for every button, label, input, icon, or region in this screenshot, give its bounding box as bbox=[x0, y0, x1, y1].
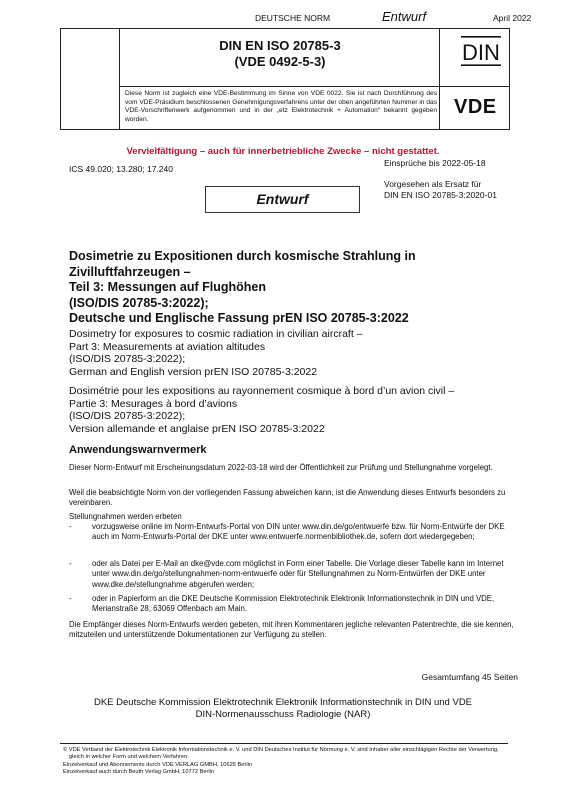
title-english: Dosimetry for exposures to cosmic radiation in civilian aircraft – Part 3: Measurements at aviation altitudes (ISO/DIS 20785-3:2022); German and English version prEN ISO 20785-3:2022 bbox=[69, 328, 363, 378]
ics-codes: ICS 49.020; 13.280; 17.240 bbox=[69, 164, 173, 174]
title-french: Dosimétrie pour les expositions au rayonnement cosmique à bord d’un avion civil – Partie 3: Mesurages à bord d’avions (ISO/DIS 20785-3:2022); Version allemande et anglaise prEN ISO 20785-3:2022 bbox=[69, 385, 455, 435]
publication-date: April 2022 bbox=[493, 13, 532, 23]
list-item: - vorzugsweise online im Norm-Entwurfs-Portal von DIN unter www.din.de/go/entwuerfe bzw. für Norm-Entwürfe der DKE auch im Norm-Entwurfs-Portal der DKE unter www.entwuerfe.normenbibliothek.de, sofern dort wiedergegeben; bbox=[69, 522, 505, 542]
svg-text:DIN: DIN bbox=[462, 40, 500, 65]
footer-divider bbox=[60, 743, 508, 744]
document-code: DIN EN ISO 20785-3 bbox=[219, 38, 341, 53]
objection-deadline: Einsprüche bis 2022-05-18 bbox=[384, 158, 486, 168]
din-logo bbox=[461, 36, 501, 66]
paragraph: Dieser Norm-Entwurf mit Erscheinungsdatum 2022-03-18 wird der Öffentlichkeit zur Prüfung und Stellungnahme vorgelegt. bbox=[69, 463, 493, 472]
replacement-note: Vorgesehen als Ersatz für DIN EN ISO 20785-3:2020-01 bbox=[384, 179, 497, 200]
vde-code: (VDE 0492-5-3) bbox=[234, 54, 326, 69]
vde-logo: VDE bbox=[454, 96, 497, 118]
norm-type-label: DEUTSCHE NORM bbox=[255, 13, 331, 23]
paragraph: Die Empfänger dieses Norm-Entwurfs werden gebeten, mit ihren Kommentaren jegliche relevanten Patentrechte, die sie kennen, mitzuteilen und unterstützende Dokumentationen zur Verfügung zu stellen. bbox=[69, 620, 514, 640]
list-item: - oder in Papierform an die DKE Deutsche Kommission Elektrotechnik Elektronik Informationstechnik in DIN und VDE, Merianstraße 28, 63069 Offenbach am Main. bbox=[69, 594, 495, 614]
paragraph: Weil die beabsichtigte Norm von der vorliegenden Fassung abweichen kann, ist die Anwendung dieses Entwurfs besonders zu vereinbaren. bbox=[69, 488, 506, 508]
copy-warning: Vervielfältigung – auch für innerbetriebliche Zwecke – nicht gestattet. bbox=[126, 146, 440, 157]
page-count: Gesamtumfang 45 Seiten bbox=[421, 672, 518, 682]
list-item: - oder als Datei per E-Mail an dke@vde.com möglichst in Form einer Tabelle. Die Vorlage dieser Tabelle kann im Internet unter www.din.de/go/stellungnahmen-norm-entwuerfe oder für Stellungnahmen zu Norm-Entwürfen der DKE unter www.dke.de/stellungnahme abgerufen werden; bbox=[69, 559, 504, 589]
draft-status: Entwurf bbox=[382, 9, 427, 24]
title-german: Dosimetrie zu Expositionen durch kosmische Strahlung in Zivilluftfahrzeugen – Teil 3: Messungen auf Flughöhen (ISO/DIS 20785-3:2022); Deutsche und Englische Fassung prEN ISO 20785-3:2022 bbox=[69, 249, 416, 325]
paragraph: Stellungnahmen werden erbeten bbox=[69, 512, 182, 521]
draft-box: Entwurf bbox=[205, 186, 360, 213]
vde-note: Diese Norm ist zugleich eine VDE-Bestimmung im Sinne von VDE 0022. Sie ist nach Durchführung des vom VDE-Präsidium beschlossenen Genehmigungsverfahrens unter der oben angeführten Nummer in das VDE-Vorschriftenwerk aufgenommen und in der „etz Elektrotechnik + Automation“ bekannt gegeben worden. bbox=[125, 90, 437, 123]
footer-copyright: © VDE Verband der Elektrotechnik Elektronik Informationstechnik e. V. und DIN Deutsches Institut für Normung e. V. sind Inhaber aller einschlägigen Rechte der Verwertung, gleich in welcher Form und welchem Verfahren. Einzelverkauf und Abonnements durch VDE VERLAG GMBH, 10625 Berlin Einzelverkauf auch durch Beuth Verlag GmbH, 10772 Berlin bbox=[63, 747, 499, 776]
committee-info: DKE Deutsche Kommission Elektrotechnik Elektronik Informationstechnik in DIN und VDE DIN-Normenausschuss Radiologie (NAR) bbox=[93, 697, 473, 720]
section-heading: Anwendungswarnvermerk bbox=[69, 444, 207, 456]
